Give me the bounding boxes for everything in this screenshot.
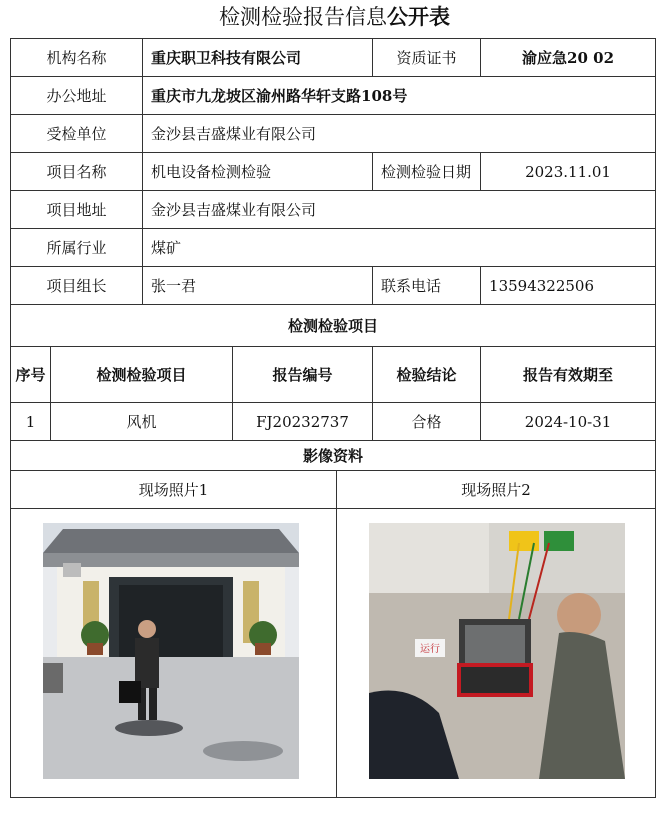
team-leader-label: 项目组长 [11,267,143,305]
org-name-label: 机构名称 [11,39,143,77]
project-site-label: 项目地址 [11,191,143,229]
inspection-date-value: 2023.11.01 [481,153,656,191]
cert-label: 资质证书 [373,39,481,77]
table-row [11,403,656,441]
industry-label: 所属行业 [11,229,143,267]
row-valid-until: 2024-10-31 [481,403,656,441]
inspected-unit-label: 受检单位 [11,115,143,153]
cert-value: 渝应急20 02 [481,39,656,77]
photos-section-heading: 影像资料 [11,441,656,471]
row-item: 风机 [51,403,233,441]
row-report-no: FJ20232737 [233,403,373,441]
row-seq: 1 [11,403,51,441]
project-name-value: 机电设备检测检验 [143,153,373,191]
site-photo-1 [43,523,299,779]
address-label: 办公地址 [11,77,143,115]
items-section-heading: 检测检验项目 [11,305,656,347]
item-header: 检测检验项目 [51,347,233,403]
team-leader-value: 张一君 [143,267,373,305]
project-name-label: 项目名称 [11,153,143,191]
address-value: 重庆市九龙坡区渝州路华轩支路108号 [143,77,656,115]
inspected-unit-value: 金沙县吉盛煤业有限公司 [143,115,656,153]
photo2-label: 现场照片2 [337,471,656,509]
result-header: 检验结论 [373,347,481,403]
industry-value: 煤矿 [143,229,656,267]
report-table [10,38,656,798]
report-no-header: 报告编号 [233,347,373,403]
page-title: 检测检验报告信息公开表 [219,4,450,29]
org-name-value: 重庆职卫科技有限公司 [143,39,373,77]
site-photo-2 [369,523,625,779]
project-site-value: 金沙县吉盛煤业有限公司 [143,191,656,229]
valid-until-header: 报告有效期至 [481,347,656,403]
photo2-sign-text: 运行 [420,644,441,655]
row-result: 合格 [373,403,481,441]
photo1-label: 现场照片1 [11,471,337,509]
inspection-date-label: 检测检验日期 [373,153,481,191]
phone-value: 13594322506 [481,267,656,305]
seq-header: 序号 [11,347,51,403]
phone-label: 联系电话 [373,267,481,305]
